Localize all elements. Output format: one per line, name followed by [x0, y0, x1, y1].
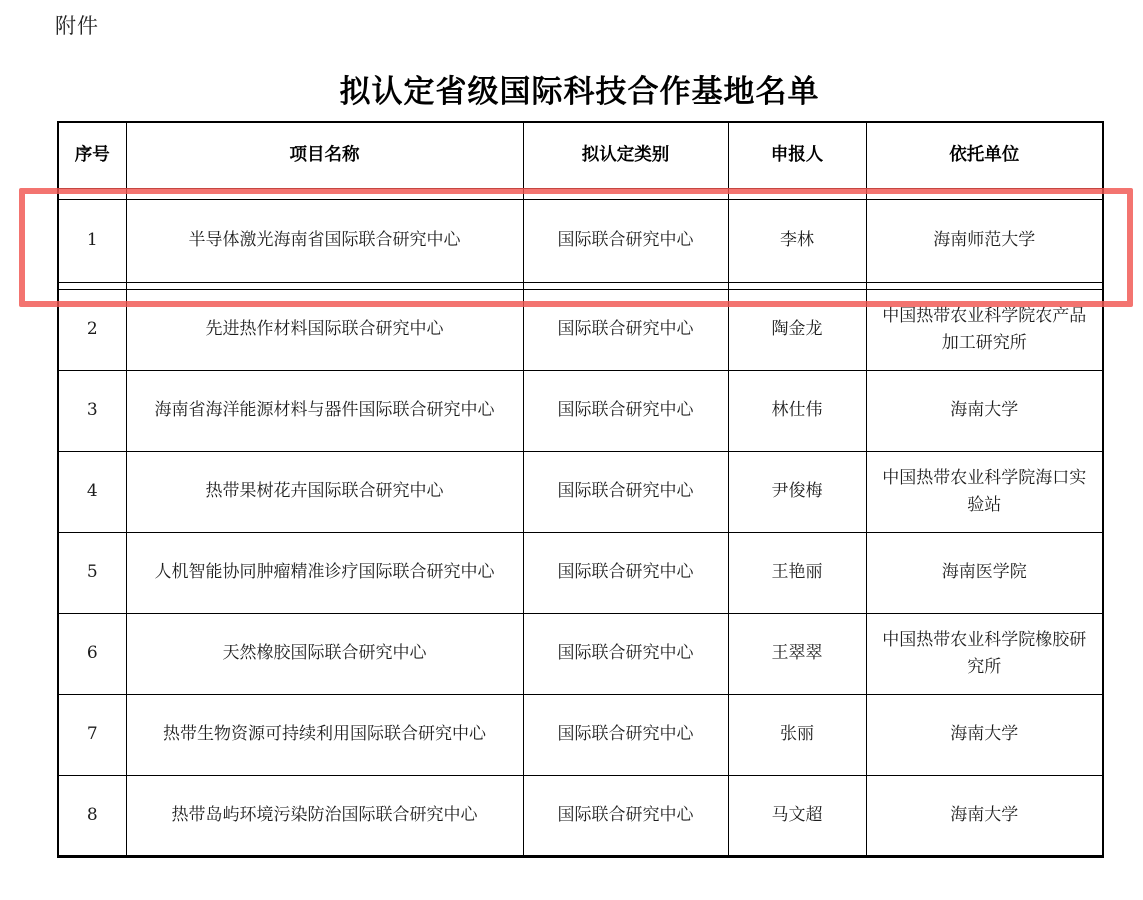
cell-seq: 1: [58, 199, 126, 282]
cell-organization: 中国热带农业科学院农产品加工研究所: [866, 289, 1103, 370]
table-row: [58, 289, 1103, 370]
column-header-category: 拟认定类别: [523, 122, 728, 188]
cell-category: 国际联合研究中心: [523, 532, 728, 613]
cell-project: 天然橡胶国际联合研究中心: [126, 613, 523, 694]
cell-seq: 2: [58, 289, 126, 370]
cell-project: 先进热作材料国际联合研究中心: [126, 289, 523, 370]
cell-applicant: 林仕伟: [728, 370, 866, 451]
cell-category: 国际联合研究中心: [523, 613, 728, 694]
column-header-project: 项目名称: [126, 122, 523, 188]
cell-organization: 海南医学院: [866, 532, 1103, 613]
cell-project: 热带生物资源可持续利用国际联合研究中心: [126, 694, 523, 775]
cell-category: 国际联合研究中心: [523, 199, 728, 282]
cell-applicant: 李林: [728, 199, 866, 282]
column-header-organization: 依托单位: [866, 122, 1103, 188]
cell-category: 国际联合研究中心: [523, 451, 728, 532]
cell-project: 热带果树花卉国际联合研究中心: [126, 451, 523, 532]
cell-category: 国际联合研究中心: [523, 694, 728, 775]
attachment-label: 附件: [55, 14, 99, 38]
cell-seq: 4: [58, 451, 126, 532]
table-row: [58, 451, 1103, 532]
cell-category: 国际联合研究中心: [523, 370, 728, 451]
cell-applicant: 尹俊梅: [728, 451, 866, 532]
table-row: [58, 370, 1103, 451]
cell-seq: 7: [58, 694, 126, 775]
spacer-row: [58, 282, 1103, 289]
cell-project: 半导体激光海南省国际联合研究中心: [126, 199, 523, 282]
cell-seq: 5: [58, 532, 126, 613]
table-row: [58, 613, 1103, 694]
cell-organization: 海南大学: [866, 775, 1103, 856]
column-header-seq: 序号: [58, 122, 126, 188]
cell-category: 国际联合研究中心: [523, 289, 728, 370]
cell-project: 热带岛屿环境污染防治国际联合研究中心: [126, 775, 523, 856]
bases-table: [57, 121, 1104, 858]
cell-seq: 8: [58, 775, 126, 856]
cell-applicant: 王翠翠: [728, 613, 866, 694]
cell-seq: 3: [58, 370, 126, 451]
cell-organization: 中国热带农业科学院海口实验站: [866, 451, 1103, 532]
cell-organization: 海南师范大学: [866, 199, 1103, 282]
spacer-row: [58, 188, 1103, 199]
cell-applicant: 张丽: [728, 694, 866, 775]
table-header-row: [58, 122, 1103, 188]
cell-organization: 海南大学: [866, 694, 1103, 775]
cell-organization: 中国热带农业科学院橡胶研究所: [866, 613, 1103, 694]
column-header-applicant: 申报人: [728, 122, 866, 188]
cell-category: 国际联合研究中心: [523, 775, 728, 856]
cell-project: 人机智能协同肿瘤精准诊疗国际联合研究中心: [126, 532, 523, 613]
cell-organization: 海南大学: [866, 370, 1103, 451]
cell-applicant: 王艳丽: [728, 532, 866, 613]
cell-applicant: 陶金龙: [728, 289, 866, 370]
table-row: [58, 532, 1103, 613]
table-row: [58, 775, 1103, 856]
table-row: [58, 199, 1103, 282]
cell-applicant: 马文超: [728, 775, 866, 856]
table-row: [58, 694, 1103, 775]
cell-project: 海南省海洋能源材料与器件国际联合研究中心: [126, 370, 523, 451]
document-title: 拟认定省级国际科技合作基地名单: [339, 74, 820, 110]
cell-seq: 6: [58, 613, 126, 694]
